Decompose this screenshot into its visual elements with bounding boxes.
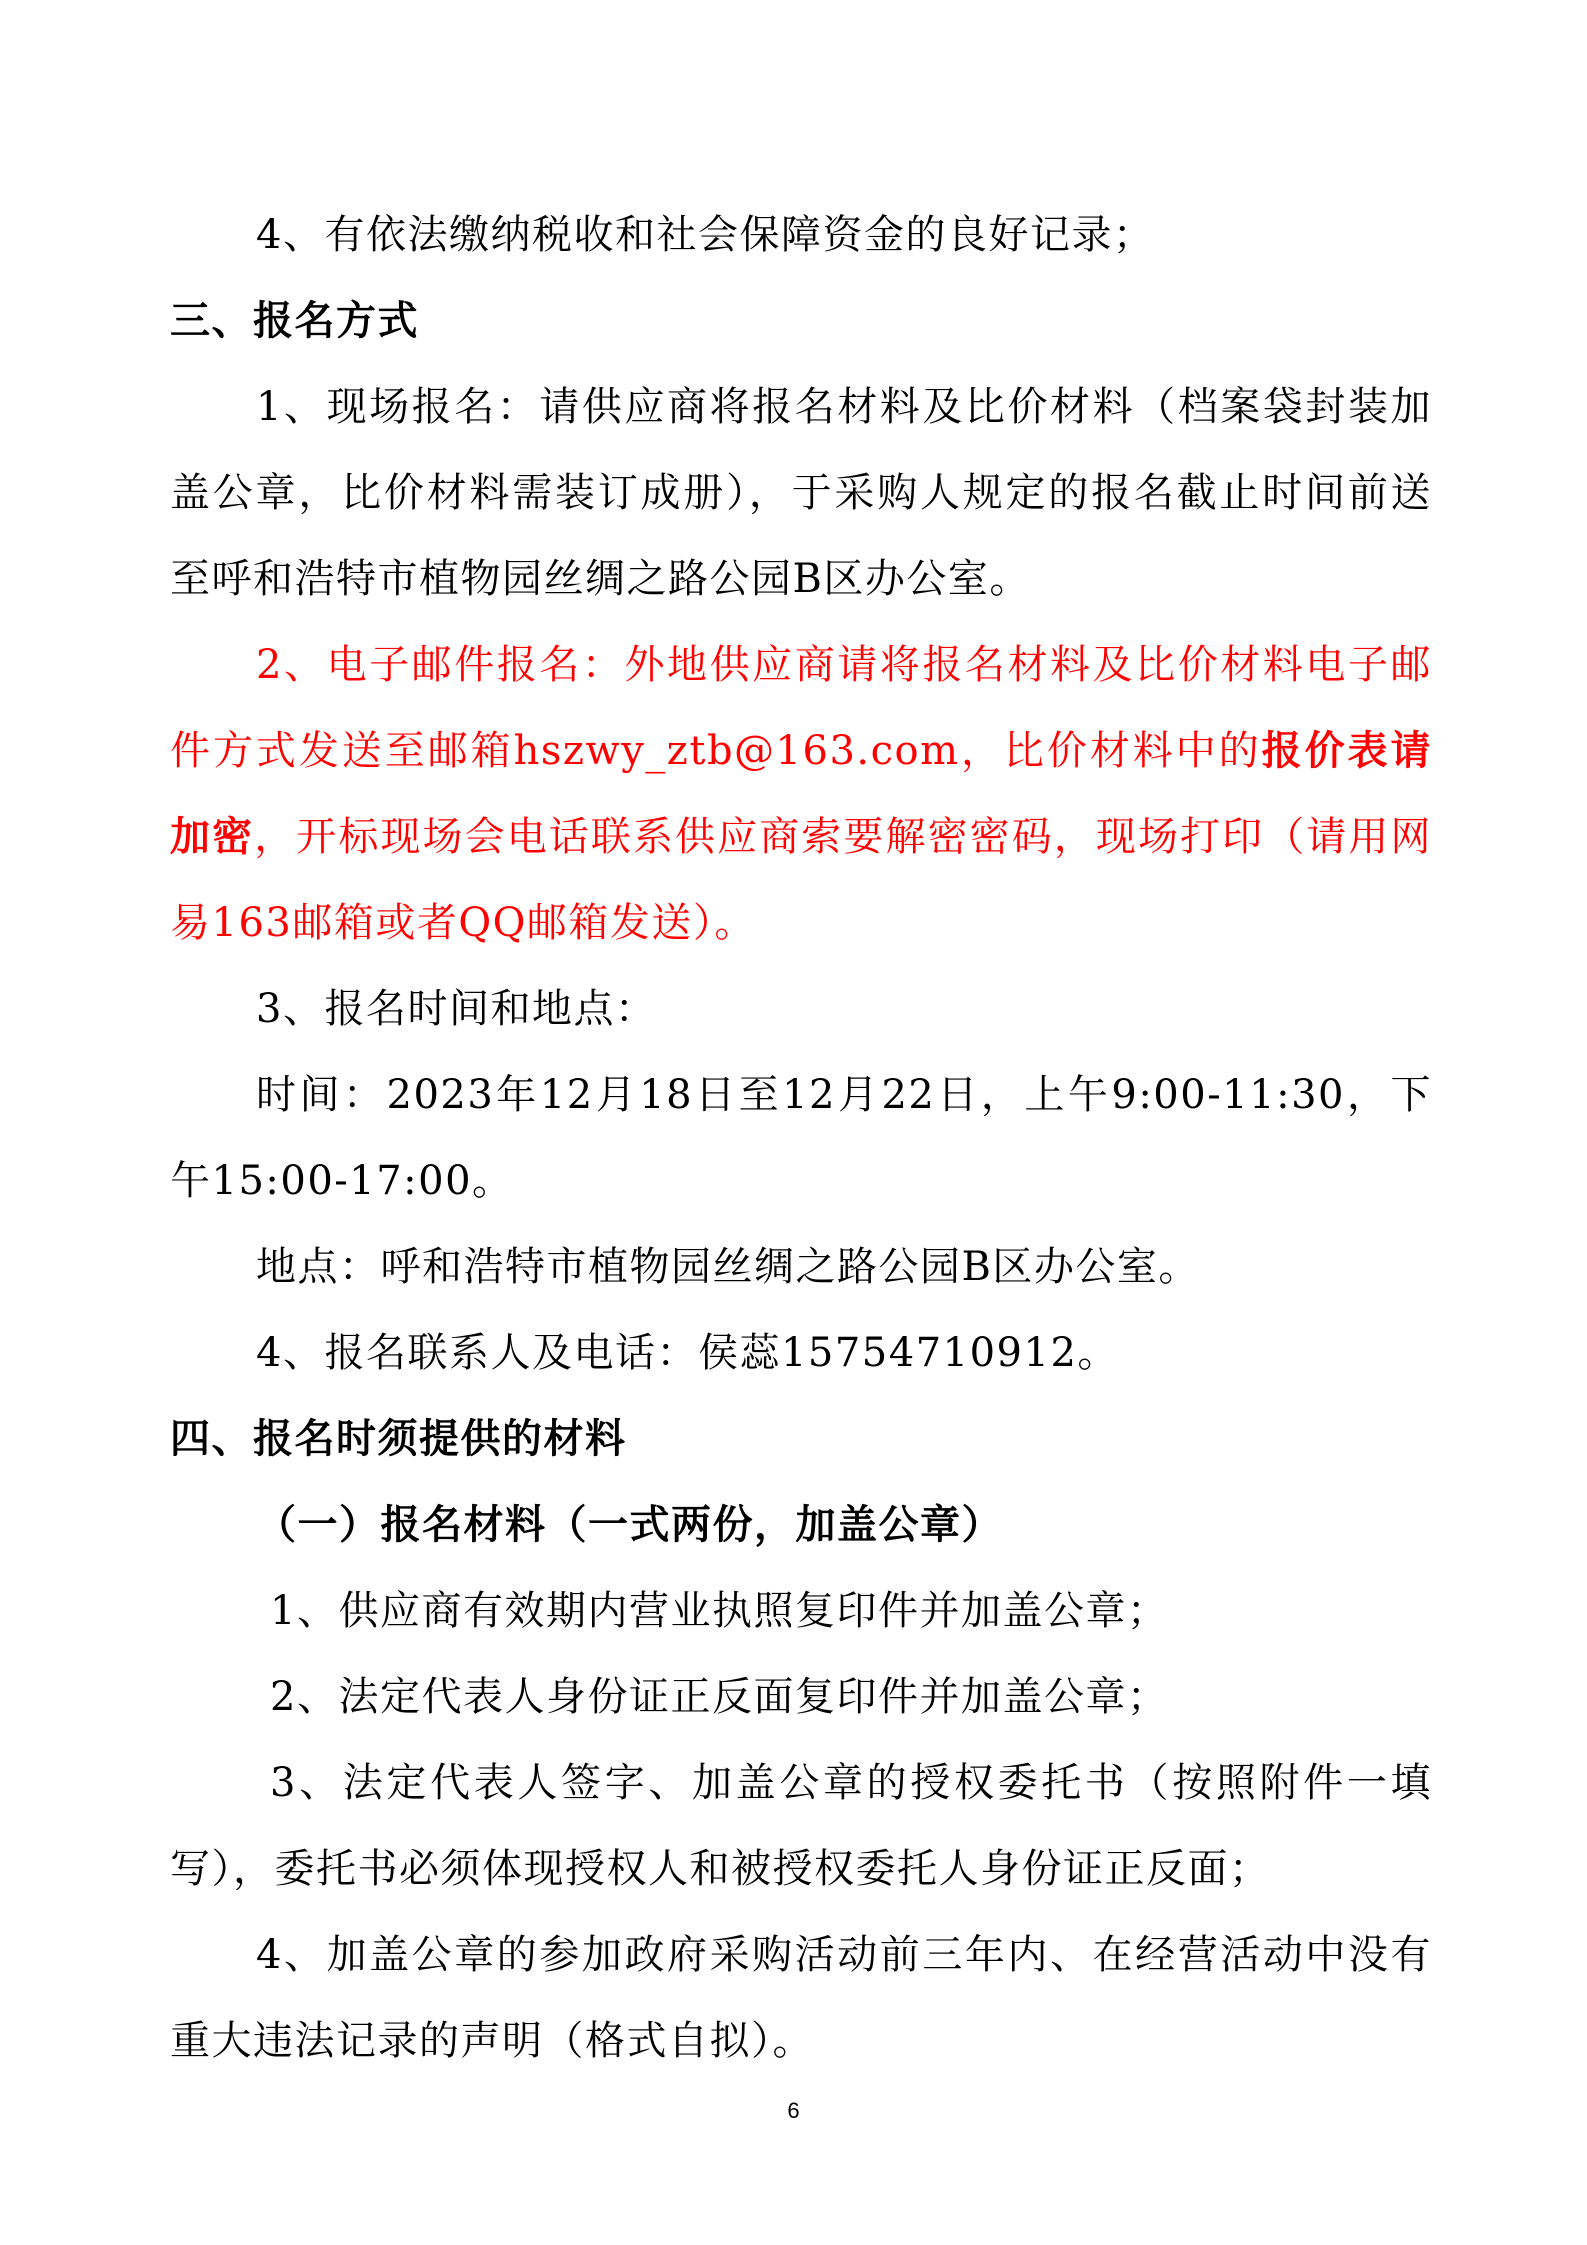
section-heading-required-materials: 四、报名时须提供的材料: [170, 1416, 627, 1462]
page-number: 6: [787, 2098, 800, 2123]
paragraph-registration-place: 地点：呼和浩特市植物园丝绸之路公园B区办公室。: [256, 1244, 1200, 1290]
email-registration-text-b: ，开标现场会电话联系供应商索要解密密码，现场打印（请用网易163邮箱或者QQ邮箱发送）。: [170, 814, 1433, 946]
paragraph-tax-record: 4、有依法缴纳税收和社会保障资金的良好记录；: [256, 212, 1155, 258]
email-registration-text-a: 2、电子邮件报名：外地供应商请将报名材料及比价材料电子邮件方式发送至邮箱hszwy_ztb@163.com，比价材料中的: [170, 642, 1432, 774]
section-heading-registration-method: 三、报名方式: [170, 298, 419, 344]
paragraph-time-and-place: 3、报名时间和地点：: [256, 986, 657, 1032]
paragraph-registration-time: 时间：2023年12月18日至12月22日，上午9:00-11:30，下午15:00-17:00。: [170, 1072, 1432, 1204]
list-item-authorization-letter: 3、法定代表人签字、加盖公章的授权委托书（按照附件一填写），委托书必须体现授权人和被授权委托人身份证正反面；: [170, 1760, 1432, 1892]
list-item-id-card: 2、法定代表人身份证正反面复印件并加盖公章；: [270, 1674, 1169, 1720]
document-body: [170, 192, 1432, 2084]
paragraph-contact: 4、报名联系人及电话：侯蕊15754710912。: [256, 1330, 1119, 1376]
subheading-registration-materials: （一）报名材料（一式两份，加盖公章）: [256, 1502, 1003, 1548]
list-item-no-violation-statement: 4、加盖公章的参加政府采购活动前三年内、在经营活动中没有重大违法记录的声明（格式自拟）。: [170, 1932, 1432, 2064]
paragraph-onsite-registration: 1、现场报名：请供应商将报名材料及比价材料（档案袋封装加盖公章，比价材料需装订成册），于采购人规定的报名截止时间前送至呼和浩特市植物园丝绸之路公园B区办公室。: [170, 384, 1432, 602]
paragraph-email-registration: [170, 622, 1432, 966]
list-item-business-license: 1、供应商有效期内营业执照复印件并加盖公章；: [270, 1588, 1169, 1634]
email-registration-encrypt-note: 报价表请加密: [170, 728, 1432, 860]
